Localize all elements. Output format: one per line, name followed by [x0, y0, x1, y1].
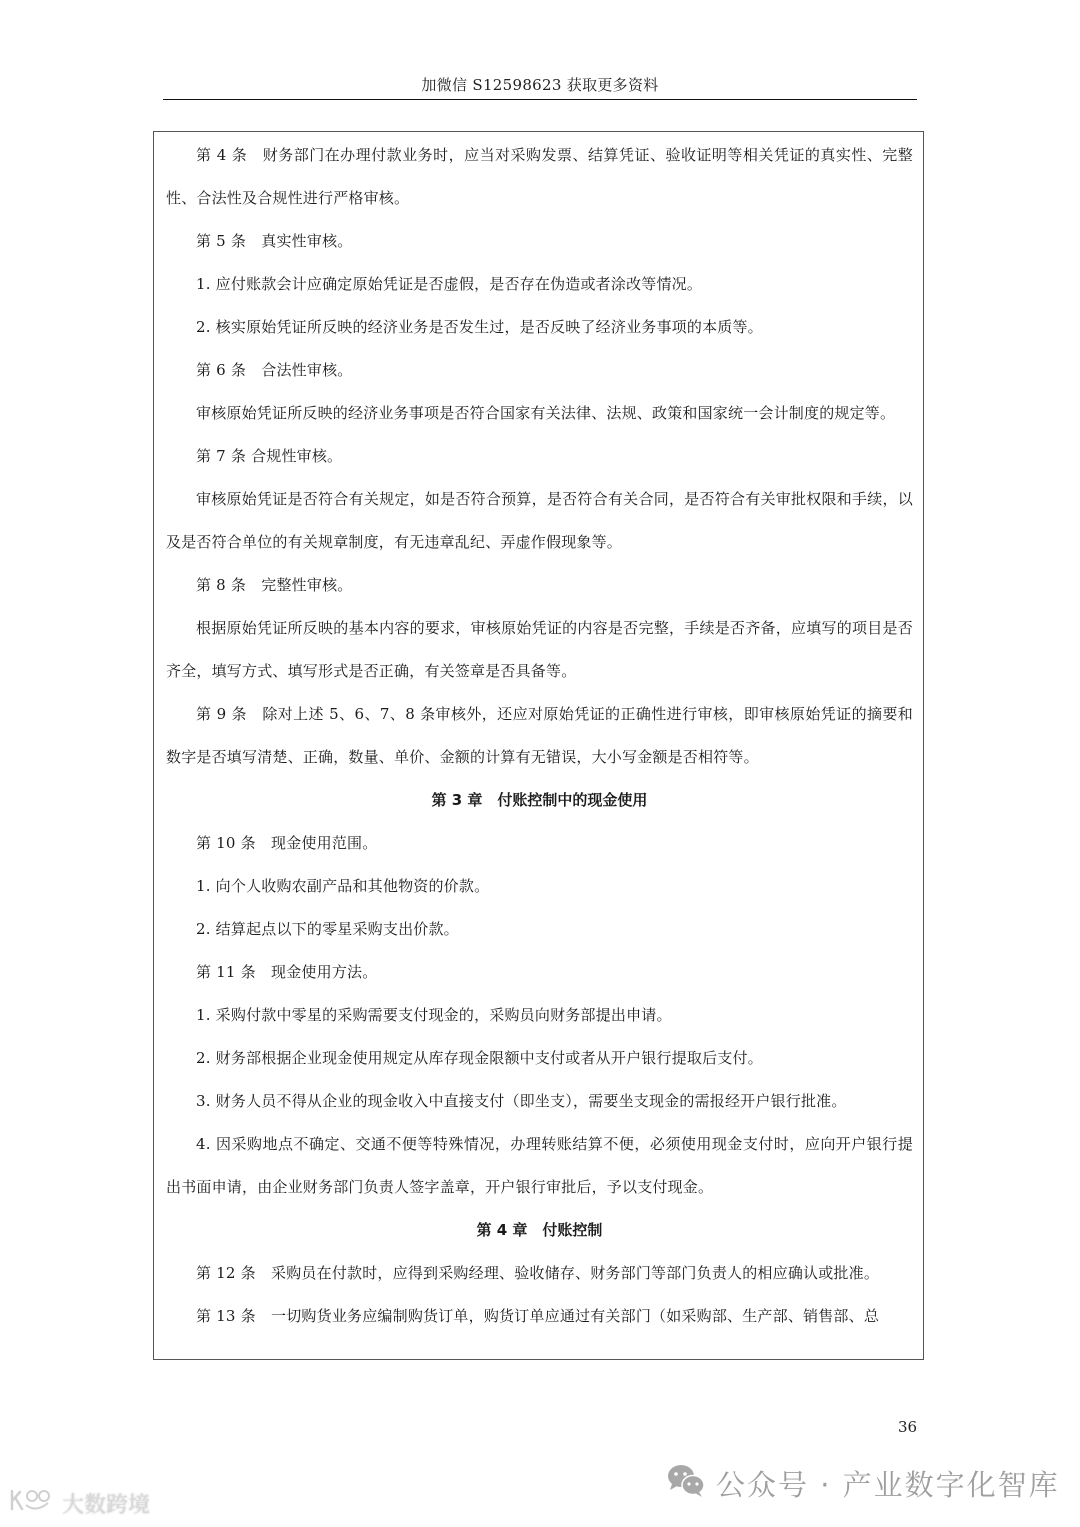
- article-7-body: 审核原始凭证是否符合有关规定，如是否符合预算，是否符合有关合同，是否符合有关审批权限和手续，以及是否符合单位的有关规章制度，有无违章乱纪、弄虚作假现象等。: [166, 490, 913, 551]
- article-5-item-1: 1. 应付账款会计应确定原始凭证是否虚假，是否存在伪造或者涂改等情况。: [196, 275, 703, 293]
- article-4: 第 4 条 财务部门在办理付款业务时，应当对采购发票、结算凭证、验收证明等相关凭证的真实性、完整性、合法性及合规性进行严格审核。: [166, 146, 913, 207]
- article-6: 第 6 条 合法性审核。: [196, 361, 353, 379]
- k100-logo-icon: [8, 1487, 56, 1519]
- page-number: 36: [898, 1418, 918, 1436]
- article-8-body: 根据原始凭证所反映的基本内容的要求，审核原始凭证的内容是否完整，手续是否齐备，应填写的项目是否齐全，填写方式、填写形式是否正确，有关签章是否具备等。: [166, 619, 913, 680]
- page-header-title: 加微信 S12598623 获取更多资料: [421, 76, 659, 94]
- content-frame: [153, 131, 924, 1360]
- watermark-left-text: 大数跨境: [62, 1492, 151, 1518]
- wechat-icon: [666, 1462, 706, 1505]
- article-10-item-2: 2. 结算起点以下的零星采购支出价款。: [196, 920, 459, 938]
- article-8: 第 8 条 完整性审核。: [196, 576, 353, 594]
- article-12: 第 12 条 采购员在付款时，应得到采购经理、验收储存、财务部门等部门负责人的相应确认或批准。: [196, 1264, 880, 1282]
- article-11-item-4: 4. 因采购地点不确定、交通不便等特殊情况，办理转账结算不便，必须使用现金支付时，应向开户银行提出书面申请，由企业财务部门负责人签字盖章，开户银行审批后，予以支付现金。: [166, 1135, 913, 1196]
- watermark-right-text: 公众号 · 产业数字化智库: [716, 1468, 1060, 1502]
- article-5: 第 5 条 真实性审核。: [196, 232, 353, 250]
- watermark-wechat-account: [666, 1462, 1060, 1505]
- article-7: 第 7 条 合规性审核。: [196, 447, 343, 465]
- article-11-item-1: 1. 采购付款中零星的采购需要支付现金的，采购员向财务部提出申请。: [196, 1006, 672, 1024]
- article-13: 第 13 条 一切购货业务应编制购货订单，购货订单应通过有关部门（如采购部、生产部、销售部、总: [196, 1307, 880, 1325]
- watermark-brand: [8, 1487, 150, 1519]
- article-9: 第 9 条 除对上述 5、6、7、8 条审核外，还应对原始凭证的正确性进行审核，即审核原始凭证的摘要和数字是否填写清楚、正确，数量、单价、金额的计算有无错误，大小写金额是否相符等。: [166, 705, 913, 766]
- article-10: 第 10 条 现金使用范围。: [196, 834, 378, 852]
- article-6-body: 审核原始凭证所反映的经济业务事项是否符合国家有关法律、法规、政策和国家统一会计制度的规定等。: [196, 404, 896, 422]
- chapter-4-heading: 第 4 章 付账控制: [476, 1221, 603, 1239]
- article-5-item-2: 2. 核实原始凭证所反映的经济业务是否发生过，是否反映了经济业务事项的本质等。: [196, 318, 763, 336]
- article-11-item-3: 3. 财务人员不得从企业的现金收入中直接支付（即坐支），需要坐支现金的需报经开户银行批准。: [196, 1092, 847, 1110]
- article-11-item-2: 2. 财务部根据企业现金使用规定从库存现金限额中支付或者从开户银行提取后支付。: [196, 1049, 763, 1067]
- article-10-item-1: 1. 向个人收购农副产品和其他物资的价款。: [196, 877, 490, 895]
- article-11: 第 11 条 现金使用方法。: [196, 963, 378, 981]
- chapter-3-heading: 第 3 章 付账控制中的现金使用: [431, 791, 648, 809]
- header-rule: [163, 99, 917, 100]
